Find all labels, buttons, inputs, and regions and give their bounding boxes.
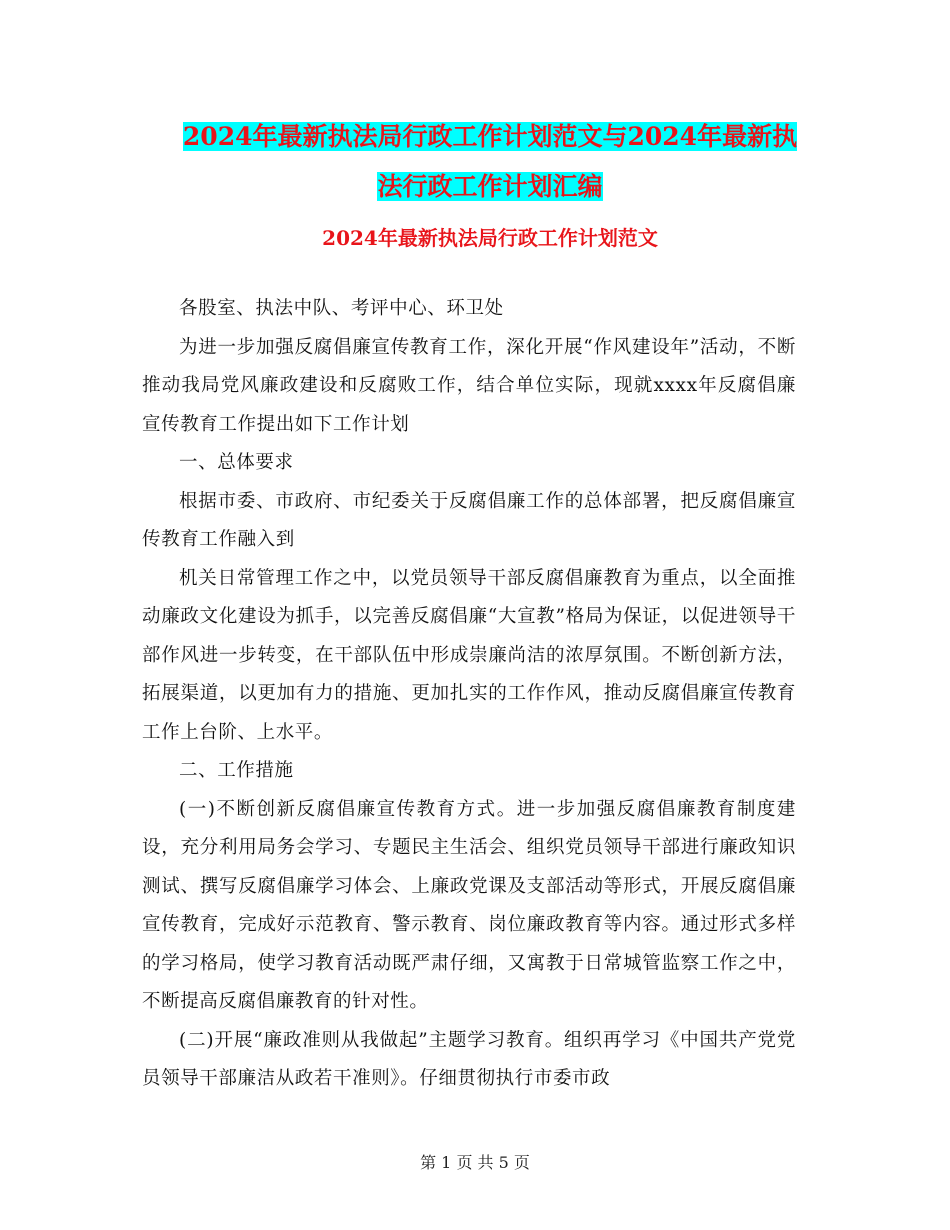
- page-footer: 第 1 页 共 5 页: [420, 1153, 530, 1172]
- document-title: [140, 112, 840, 212]
- paragraph-measure-2: (二)开展“廉政准则从我做起”主题学习教育。组织再学习《中国共产党党员领导干部廉洁从政若干准则》。仔细贯彻执行市委市政: [142, 1029, 796, 1089]
- paragraph-daily-management: 机关日常管理工作之中，以党员领导干部反腐倡廉教育为重点，以全面推动廉政文化建设为抓手，以完善反腐倡廉“大宣教”格局为保证，以促进领导干部作风进一步转变，在干部队伍中形成崇廉尚洁的浓厚氛围。不断创新方法，拓展渠道，以更加有力的措施、更加扎实的工作作风，推动反腐倡廉宣传教育工作上台阶、上水平。: [142, 567, 796, 743]
- document-body: [142, 290, 796, 1099]
- paragraph-deployment: 根据市委、市政府、市纪委关于反腐倡廉工作的总体部署，把反腐倡廉宣传教育工作融入到: [142, 490, 796, 550]
- heading-general-requirements: 一、总体要求: [179, 452, 294, 473]
- title-line-1: 2024年最新执法局行政工作计划范文与2024年最新执: [182, 122, 798, 151]
- paragraph-recipients: 各股室、执法中队、考评中心、环卫处: [179, 298, 504, 319]
- title-line-2: 法行政工作计划汇编: [377, 172, 603, 201]
- section-title: 2024年最新执法局行政工作计划范文: [322, 226, 658, 250]
- heading-work-measures: 二、工作措施: [179, 760, 294, 781]
- paragraph-intro: 为进一步加强反腐倡廉宣传教育工作，深化开展“作风建设年”活动，不断推动我局党风廉政建设和反腐败工作，结合单位实际，现就xxxx年反腐倡廉宣传教育工作提出如下工作计划: [142, 336, 796, 435]
- paragraph-measure-1: (一)不断创新反腐倡廉宣传教育方式。进一步加强反腐倡廉教育制度建设，充分利用局务会学习、专题民主生活会、组织党员领导干部进行廉政知识测试、撰写反腐倡廉学习体会、上廉政党课及支部活动等形式，开展反腐倡廉宣传教育，完成好示范教育、警示教育、岗位廉政教育等内容。通过形式多样的学习格局，使学习教育活动既严肃仔细，又寓教于日常城管监察工作之中，不断提高反腐倡廉教育的针对性。: [142, 798, 796, 1012]
